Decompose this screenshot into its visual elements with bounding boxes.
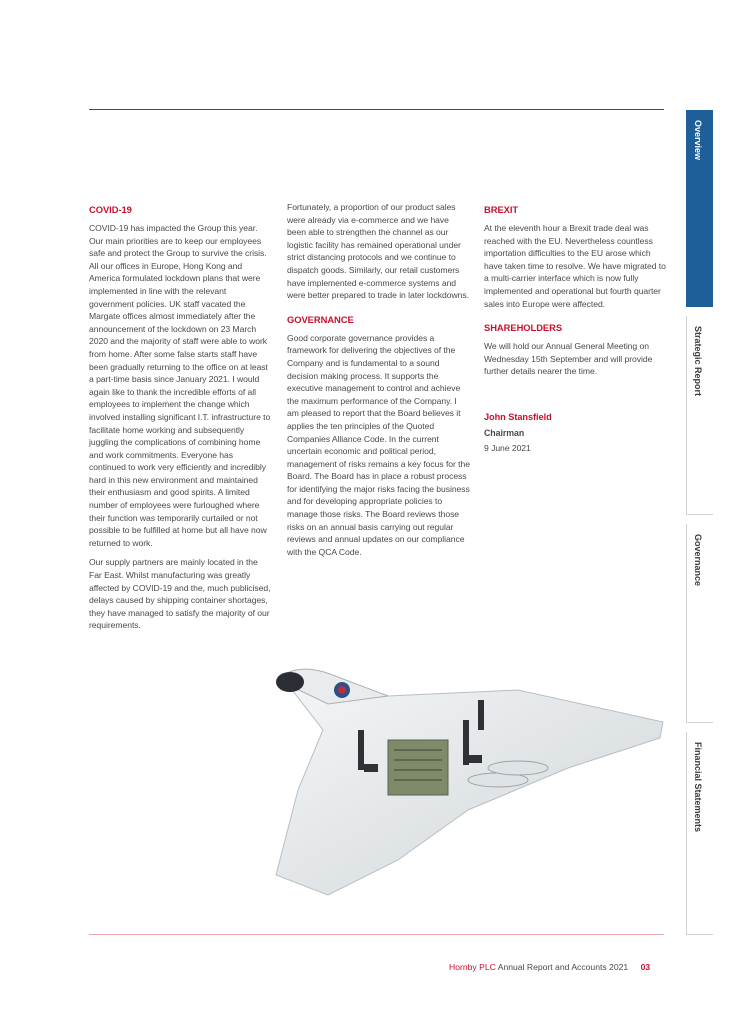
footer (449, 962, 650, 972)
brexit-paragraph: At the eleventh hour a Brexit trade deal was reached with the EU. Nevertheless countless importation difficulties to the EU arose which have taken time to resolve. We have migrated to a multi-carrier interface which is now fully implemented and operational but fourth quarter sales into Europe were affected. (484, 223, 666, 309)
shareholders-paragraph: We will hold our Annual General Meeting on Wednesday 15th September and will provide further details nearer the time. (484, 341, 653, 377)
section-tabs (686, 110, 713, 934)
column-governance (287, 201, 470, 565)
covid-paragraph-3: Fortunately, a proportion of our product sales were already via e-commerce and we have been able to strengthen the channel as our logistic facility has remained operational under strict distancing protocols and we continue to dispatch goods. Similarly, our retail customers have implemented e-commerce systems and were better prepared to trade in later lockdowns. (287, 202, 469, 301)
tab-overview[interactable] (686, 110, 713, 307)
column-brexit (484, 203, 666, 455)
tab-financial-statements-label: Financial Statements (693, 742, 703, 833)
tab-overview-label: Overview (693, 120, 703, 161)
signature-date: 9 June 2021 (484, 443, 531, 454)
tab-governance[interactable] (686, 524, 713, 723)
covid-paragraph-1: COVID-19 has impacted the Group this year. Our main priorities are to keep our employees safe and protect the Group to survive the crisis. All our offices in Europe, Hong Kong and America formulated lockdown plans that were implemented in line with the relevant government policies. UK staff vacated the Margate offices almost immediately after the announcement of the lockdown on 23 March 2020 and the majority of staff were able to work from home. After some false starts staff have been gradually returning to the office on at least a part-time basis since January 2021. I would again like to thank the incredible efforts of all employees to implement the change which involved installing significant I.T. infrastructure to facilitate home working and subsequently juggling the complications of combining home and work commitments. Everyone has continued to work very efficiently and incredibly hard in this new environment and maintained their enthusiasm and good spirits. A limited number of employees were furloughed where their function was temporarily curtailed or not possible to be fulfilled at home but all have now returned to work. (89, 223, 271, 548)
governance-paragraph: Good corporate governance provides a framework for delivering the objectives of the Company and is fundamental to a sound decision making process. It supports the executive management to control and achieve the maximum performance of the Company. I am pleased to report that the Board believes it applies the ten principles of the Quoted Companies Alliance Code. In the current uncertain economic and political period, management of risks remains a key focus for the Board. The Board has in place a robust process for identifying the major risks facing the business and for developing appropriate policies to manage those risks. The Board reviews those risks on an annual basis carrying out regular reviews and annual updates on our compliance with the QCA Code. (287, 332, 470, 557)
covid-paragraph-2: Our supply partners are mainly located in the Far East. Whilst manufacturing was greatly affected by COVID-19 and the, much publicised, delays caused by shipping container shortages, they have managed to satisfy the majority of our requirements. (89, 557, 271, 631)
shareholders-heading: SHAREHOLDERS (484, 322, 563, 334)
top-rule (89, 109, 664, 110)
covid-heading: COVID-19 (89, 204, 132, 215)
brexit-heading: BREXIT (484, 204, 519, 215)
column-covid (89, 203, 271, 639)
bottom-rule (89, 934, 664, 935)
signature-title: Chairman (484, 427, 525, 438)
tab-strategic-report[interactable] (686, 316, 713, 515)
footer-brand: Hornby PLC (449, 962, 496, 972)
signature-name: John Stansfield (484, 411, 552, 422)
vulcan-bomber-model-image (268, 660, 668, 900)
tab-financial-statements[interactable] (686, 732, 713, 935)
governance-heading: GOVERNANCE (287, 313, 354, 325)
tab-strategic-report-label: Strategic Report (693, 326, 703, 397)
page-number: 03 (640, 962, 651, 972)
tab-governance-label: Governance (693, 534, 703, 587)
footer-title: Annual Report and Accounts 2021 (497, 962, 629, 972)
